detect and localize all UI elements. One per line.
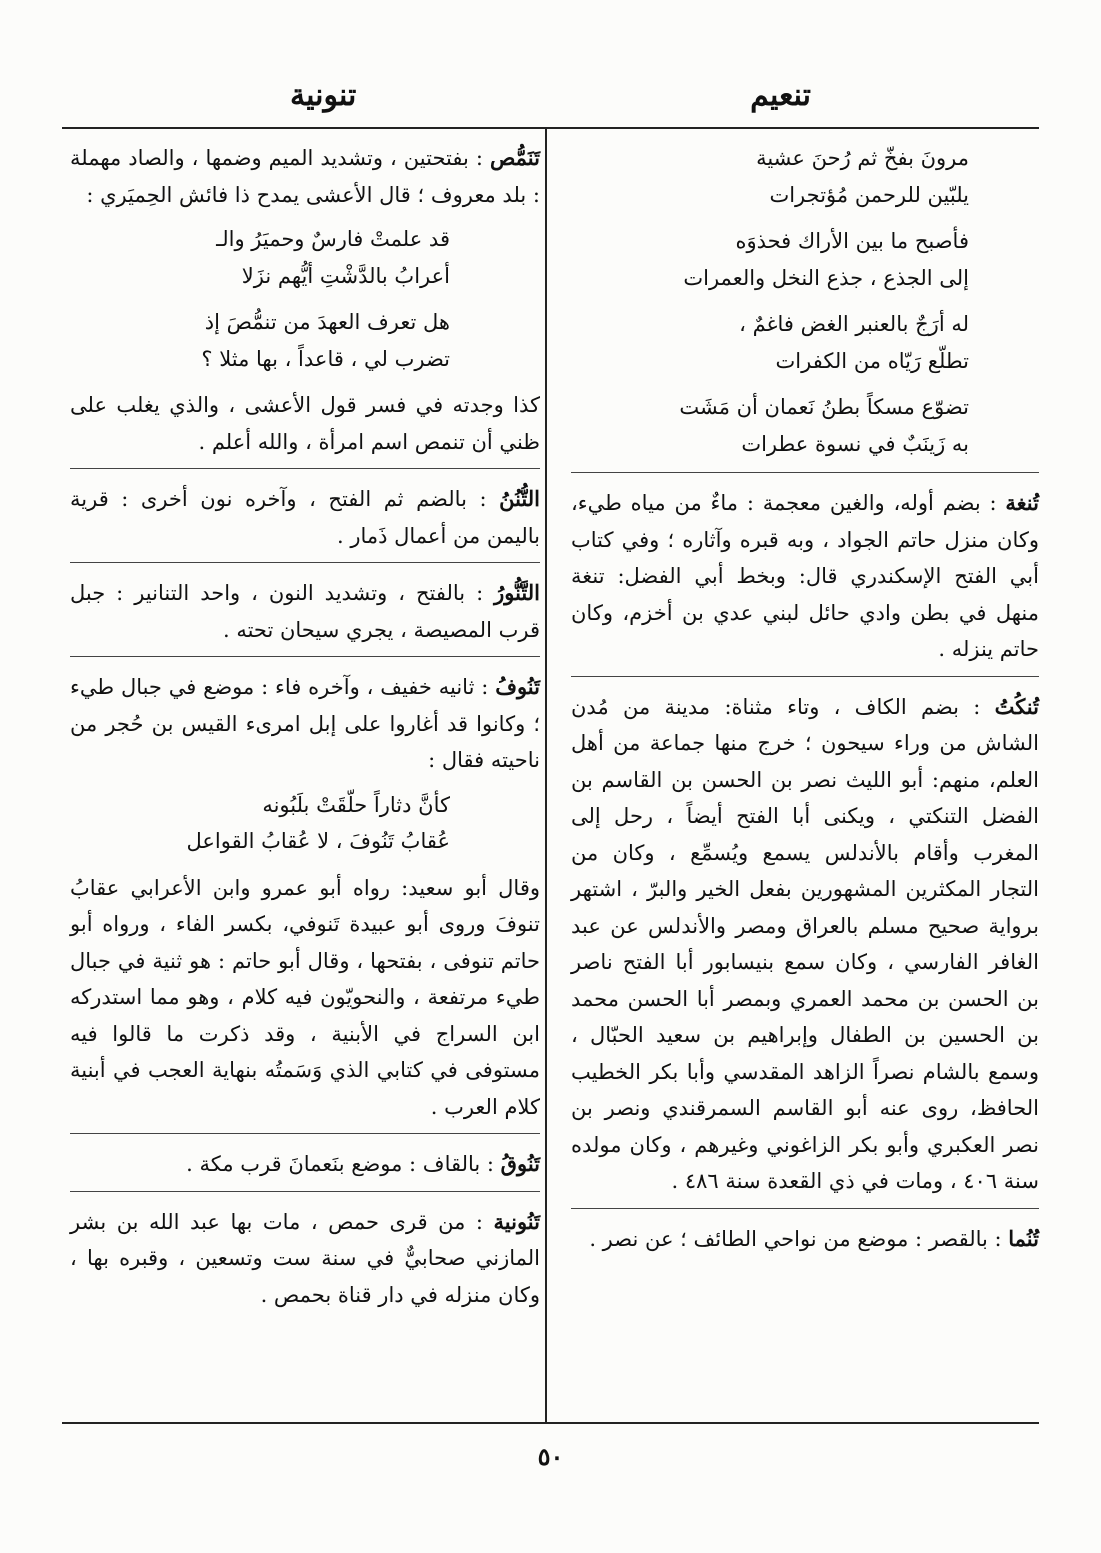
verse-line: إلى الجذع ، جذع النخل والعمرات [683, 265, 969, 290]
headword: تُنغة [1005, 490, 1039, 515]
entry-tunkut [571, 689, 1039, 1200]
right-column [571, 140, 1039, 1265]
entry-continuation: كذا وجدته في فسر قول الأعشى ، والذي يغلب على ظني أن تنمص اسم امرأة ، والله أعلم . [70, 393, 540, 454]
headword: تُنكُتُ [994, 693, 1039, 719]
verse-line: قد علمتْ فارسٌ وحميَرُ والـ [216, 227, 450, 251]
headword: تَنُونية [493, 1208, 540, 1234]
headword: التَّنُّورُ [494, 580, 540, 605]
entry-tanuf [70, 669, 540, 779]
verse-line: له أرَجٌ بالعنبر الغض فاغمٌ ، [739, 312, 969, 336]
bottom-rule [62, 1422, 1039, 1424]
verse-block [70, 221, 540, 294]
entry-tunuma [571, 1221, 1039, 1258]
running-header-right: تنعيم [750, 78, 811, 113]
entry-tanammus [70, 140, 540, 213]
verse-line: هل تعرف العهدَ من تنمُّصَ إذ [204, 310, 450, 334]
top-rule [62, 127, 1039, 129]
verse-line: فأصبح ما بين الأراك فحذوَه [735, 229, 969, 253]
entry-separator [571, 676, 1039, 677]
entry-tunagha [571, 485, 1039, 668]
entry-tanuq [70, 1146, 540, 1183]
verse-line: مرونَ بفخّ ثم رُحنَ عشية [756, 146, 969, 170]
entry-separator [571, 1208, 1039, 1209]
verse-line: كأنَّ دثاراً حلّقَتْ بلَبُونه [262, 792, 450, 817]
entry-text: : بالقاف : موضع بنَعمانَ قرب مكة . [186, 1152, 501, 1176]
entry-separator [571, 472, 1039, 473]
verse-block [571, 140, 1039, 213]
headword: تَنُوفُ [495, 674, 540, 699]
entry-text: : بالفتح ، وتشديد النون ، واحد التنانير : جبل قرب المصيصة ، يجري سيحان تحته . [70, 581, 540, 642]
entry-tannur [70, 575, 540, 648]
entry-text: : بفتحتين ، وتشديد الميم وضمها ، والصاد مهملة : بلد معروف ؛ قال الأعشى يمدح ذا فائش الحِميَري : [70, 146, 540, 207]
column-divider [545, 127, 547, 1422]
headword: تَنَمُّص [489, 145, 540, 170]
entry-text: : بضم أوله، والغين معجمة : ماءٌ من مياه طيء، وكان منزل حاتم الجواد ، وبه قبره وآثاره ؛ وفي كتاب أبي الفتح الإسكندري قال: وبخط أبي الفضل: تنغة منهل في بطن وادي حائل لبني عدي بن أخزم، وكان حاتم ينزله . [571, 491, 1039, 661]
page-number: ٥٠ [537, 1442, 564, 1471]
verse-line: عُقابُ تَنُوفَ ، لا عُقابُ القواعل [186, 829, 450, 853]
entry-text: : بضم الكاف ، وتاء مثناة: مدينة من مُدن الشاش من وراء سيحون ؛ خرج منها جماعة من أهل العلم، منهم: أبو الليث نصر بن الحسن بن القاسم بن الفضل التنكتي ، ويكنى أبا الفتح أيضاً ، رحل إلى المغرب وأقام بالأندلس يسمع ويُسمِّع ، وكان من التجار المكثرين المشهورين بفعل الخير والبرّ ، اشتهر برواية صحيح مسلم بالعراق ومصر والأندلس عن عبد الغافر الفارسي ، وكان سمع بنيسابور أبا الفتح ناصر بن الحسن بن محمد العمري وبمصر أبا الحسن محمد بن الحسين بن الطفال وإبراهيم بن سعيد الحبّال ، وسمع بالشام نصراً الزاهد المقدسي وأبا بكر الخطيب الحافظ، روى عنه أبو القاسم السمرقندي ونصر بن نصر العكبري وأبو بكر الزاغوني وغيرهم ، وكان مولده سنة ٤٠٦ ، ومات في ذي القعدة سنة ٤٨٦ . [571, 694, 1039, 1193]
verse-block [571, 306, 1039, 379]
verse-block [70, 787, 540, 860]
headword: تَنُوقُ [500, 1151, 540, 1176]
entry-tunun [70, 481, 540, 554]
entry-separator [70, 468, 540, 469]
verse-line: به زَينَبٌ في نسوة عطرات [741, 431, 969, 456]
headword: التُّنُنُ [499, 486, 540, 511]
verse-block [70, 304, 540, 377]
entry-text: : بالقصر : موضع من نواحي الطائف ؛ عن نصر . [589, 1226, 1009, 1251]
headword: تُنُما [1008, 1225, 1039, 1251]
verse-line: تضرب لي ، قاعداً ، بها مثلا ؟ [201, 346, 450, 371]
entry-tanuniya [70, 1204, 540, 1314]
entry-continuation: وقال أبو سعيد: رواه أبو عمرو وابن الأعرابي عقابُ تنوفَ وروى أبو عبيدة تَنوفي، بكسر الفاء ، ورواه أبو حاتم تنوفى ، بفتحها ، وقال أبو حاتم : هو ثنية في جبال طيء مرتفعة ، والنحويّون فيه كلام ، وهو مما استدركه ابن السراج في الأبنية ، وقد ذكرت ما قالوا فيه مستوفى في كتابي الذي وَسَمتُه بنهاية العجب في أبنية كلام العرب . [70, 875, 540, 1119]
running-header-left: تنونية [290, 78, 357, 113]
entry-separator [70, 656, 540, 657]
verse-block [571, 389, 1039, 462]
entry-separator [70, 1133, 540, 1134]
verse-line: أعرابُ بالدَّشْتِ أيُّهم نزَلا [241, 263, 450, 288]
entry-separator [70, 562, 540, 563]
entry-text: : ثانيه خفيف ، وآخره فاء : موضع في جبال طيء ؛ وكانوا قد أغاروا على إبل امرىء القيس بن حُجر من ناحيته فقال : [70, 675, 540, 772]
verse-line: تطلّع رَيّاه من الكفرات [775, 348, 969, 373]
verse-line: تضوّع مسكاً بطنُ نَعمان أن مَشَت [679, 395, 969, 419]
entry-separator [70, 1191, 540, 1192]
verse-block [571, 223, 1039, 296]
verse-line: يلبّين للرحمن مُؤتجرات [769, 182, 969, 207]
entry-text: : من قرى حمص ، مات بها عبد الله بن بشر المازني صحابيٌّ في سنة ست وتسعين ، وقبره بها ، وكان منزله في دار قناة بحمص . [70, 1209, 540, 1307]
entry-text: : بالضم ثم الفتح ، وآخره نون أخرى : قرية باليمن من أعمال ذَمار . [70, 487, 540, 548]
left-column [70, 140, 540, 1321]
